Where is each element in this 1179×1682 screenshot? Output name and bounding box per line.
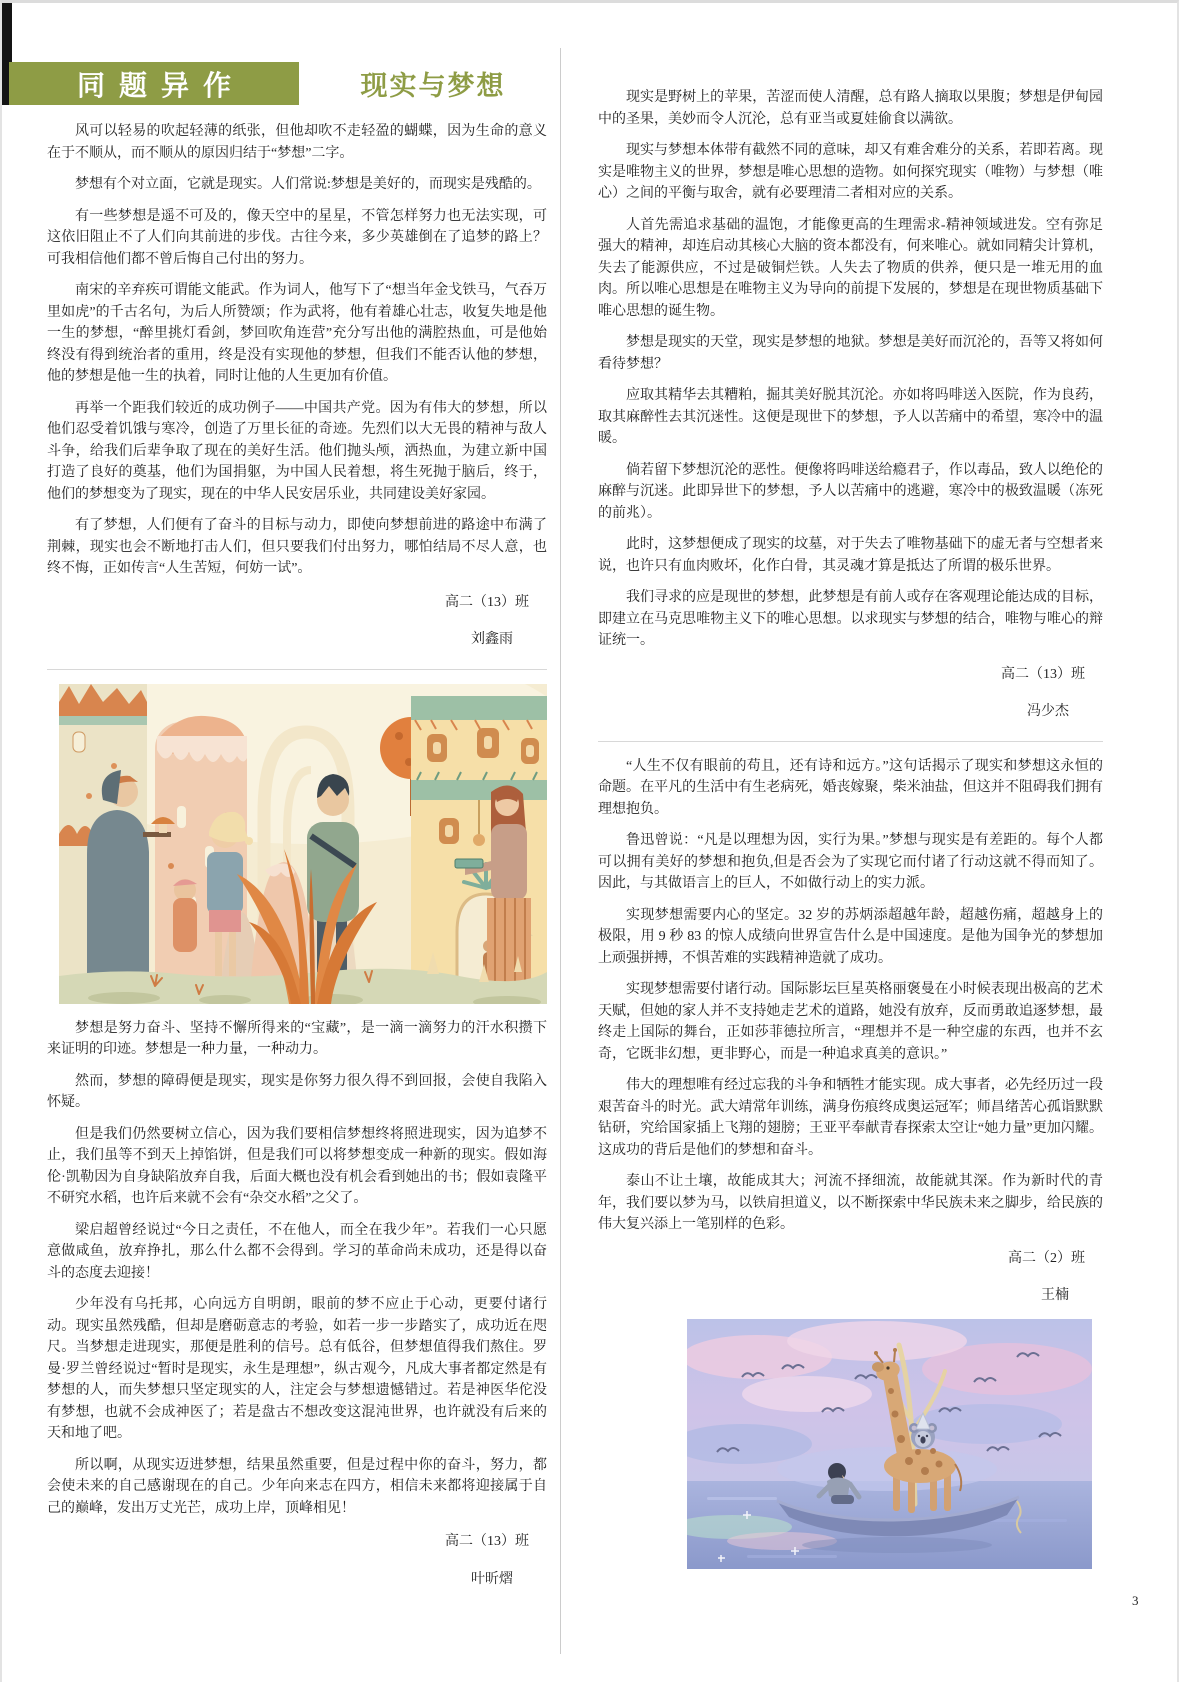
- essay-paragraph: 有了梦想，人们便有了奋斗的目标与动力，即使向梦想前进的路途中布满了荆棘，现实也会不断地打击人们，但只要我们付出努力，哪怕结局不尽人意，也终不悔，正如传言“人生苦短，何妨一试”。: [47, 518, 547, 576]
- essay-paragraph: 有一些梦想是遥不可及的，像天空中的星星，不管怎样努力也无法实现，可这依旧阻止不了人们向其前进的步伐。古往今来，多少英雄倒在了追梦的路上？可我相信他们都不曾后悔自己付出的努力。: [47, 208, 547, 267]
- essay-paragraph: 此时，这梦想便成了现实的坟墓，对于失去了唯物基础下的虚无者与空想者来说，也许只有血肉败坏，化作白骨，其灵魂才算是抵达了所谓的极乐世界。: [598, 537, 1103, 574]
- essay-paragraph: 伟大的理想唯有经过忘我的斗争和牺牲才能实现。成大事者，必先经历过一段艰苦奋斗的时光。武大靖常年训练，满身伤痕终成奥运冠军；师昌绪苦心孤诣默默钻研，究给国家插上飞翔的翅膀；王亚平奉献青春探索太空让“她力量”更加闪耀。这成功的背后是他们的梦想和奋斗。: [598, 1078, 1103, 1158]
- essay-paragraph: 泰山不让土壤，故能成其大；河流不择细流，故能就其深。作为新时代的青年，我们要以梦为马，以铁肩担道义，以不断探索中华民族未来之脚步，给民族的伟大复兴添上一笔别样的色彩。: [598, 1174, 1103, 1232]
- section-divider: [598, 741, 1103, 742]
- essay-yexinyi: [47, 1018, 547, 1591]
- essay-paragraph: 南宋的辛弃疾可谓能文能武。作为词人，他写下了“想当年金戈铁马，气吞万里如虎”的千古名句，为后人所赞颂；作为武将，他有着雄心壮志，收复失地是他一生的梦想，“醉里挑灯看剑，梦回吹角连营”充分写出他的满腔热血，可是他始终没有得到统治者的重用，终是没有实现他的梦想，但我们不能否认他的梦想，他的梦想是他一生的执着，同时让他的人生更加有价值。: [47, 283, 547, 384]
- essay-signature: [47, 1531, 547, 1590]
- essay-paragraph: 少年没有乌托邦，心向远方自明朗，眼前的梦不应止于心动，更要付诸行动。现实虽然残酷，但却是磨砺意志的考验，如若一步一步踏实了，成功近在咫尺。当梦想走进现实，那便是胜利的信号。总有低谷，但梦想值得我们熬住。罗曼·罗兰曾经说过“暂时是现实，永生是理想”，纵古观今，凡成大事者都定然是有梦想的人，而失梦想只坚定现实的人，注定会与梦想遗憾错过。若是神医华佗没有梦想，也就不会成神医了；若是盘古不想改变这混沌世界，也许就没有后来的天和地了吧。: [47, 1297, 547, 1441]
- essay-paragraph: 人首先需追求基础的温饱，才能像更高的生理需求-精神领域进发。空有弥足强大的精神，却连启动其核心大脑的资本都没有，何来唯心。就如同精尖计算机，失去了能源供应，不过是破铜烂铁。人失去了物质的供养，便只是一堆无用的血肉。所以唯心思想是在唯物主义为导向的前提下发展的，梦想是在现世物质基础下唯心思想的诞生物。: [598, 217, 1103, 319]
- column-divider: [560, 48, 561, 1654]
- essay-paragraph: 鲁迅曾说：“凡是以理想为因，实行为果。”梦想与现实是有差距的。每个人都可以拥有美好的梦想和抱负,但是否会为了实现它而付诸了行动这就不得而知了。因此，与其做语言上的巨人，不如做行动上的实力派。: [598, 833, 1103, 891]
- essay-paragraph: 所以啊，从现实迈进梦想，结果虽然重要，但是过程中你的奋斗，努力，都会使未来的自己感谢现在的自己。少年向来志在四方，相信未来都将迎接属于自己的巅峰，发出万丈光芒，成功上岸，顶峰相见！: [47, 1457, 547, 1516]
- essay-paragraph: 然而，梦想的障碍便是现实，现实是你努力很久得不到回报，会使自我陷入怀疑。: [47, 1073, 547, 1110]
- essay-signature: [598, 664, 1103, 723]
- essay-paragraph: 实现梦想需要内心的坚定。32 岁的苏炳添超越年龄，超越伤痛，超越身上的极限，用 9 秒 83 的惊人成绩向世界宣告什么是中国速度。是他为国争光的梦想加上顽强拼搏，不惧苦难的实践精神造就了成功。: [598, 907, 1103, 966]
- topic-badge: 同题异作: [9, 62, 299, 105]
- section-divider: [47, 669, 547, 670]
- signature-author: 冯少杰: [1027, 704, 1069, 719]
- essay-paragraph: 再举一个距我们较近的成功例子——中国共产党。因为有伟大的梦想，所以他们忍受着饥饿与寒冷，创造了万里长征的奇迹。先烈们以大无畏的精神与敌人斗争，给我们后辈争取了现在的美好生活。他们抛头颅，洒热血，为建立新中国打造了良好的奠基，他们为国捐躯，为中国人民着想，将生死抛于脑后，终于，他们的梦想变为了现实，现在的中华人民安居乐业，共同建设美好家园。: [47, 400, 547, 502]
- essay-signature: [47, 592, 547, 651]
- left-column: [47, 121, 547, 1596]
- essay-liuxinyu: [47, 121, 547, 651]
- essay-paragraph: 梦想有个对立面，它就是现实。人们常说:梦想是美好的，而现实是残酷的。: [75, 177, 541, 192]
- essay-paragraph: 倘若留下梦想沉沦的恶性。便像将吗啡送给瘾君子，作以毒品，致人以绝伦的麻醉与沉迷。此即异世下的梦想，予人以苦痛中的逃避，寒冷中的极致温暖（冻死的前兆）。: [598, 462, 1103, 521]
- essay-paragraph: “人生不仅有眼前的苟且，还有诗和远方。”这句话揭示了现实和梦想这永恒的命题。在平凡的生活中有生老病死，婚丧嫁聚，柴米油盐，但这并不阻碍我们拥有理想抱负。: [598, 758, 1103, 817]
- essay-paragraph: 应取其精华去其糟粕，掘其美好脱其沉沦。亦如将吗啡送入医院，作为良药，取其麻醉性去其沉迷性。这便是现世下的梦想，予人以苦痛中的希望，寒冷中的温暖。: [598, 388, 1103, 446]
- essay-paragraph: 梁启超曾经说过“今日之责任，不在他人，而全在我少年”。若我们一心只愿意做咸鱼，放弃挣扎，那么什么都不会得到。学习的革命尚未成功，还是得以奋斗的态度去迎接！: [47, 1222, 547, 1281]
- essay-paragraph: 梦想是努力奋斗、坚持不懈所得来的“宝藏”，是一滴一滴努力的汗水积攒下来证明的印迹。梦想是一种力量，一种动力。: [47, 1020, 547, 1057]
- right-column: [598, 87, 1103, 1569]
- essay-paragraph: 我们寻求的应是现世的梦想，此梦想是有前人或存在客观理论能达成的目标，即建立在马克思唯物主义下的唯心思想。以求现实与梦想的结合，唯物与唯心的辩证统一。: [598, 590, 1103, 648]
- signature-author: 王楠: [1041, 1288, 1069, 1303]
- page-number: 3: [1132, 1593, 1139, 1608]
- essay-paragraph: 风可以轻易的吹起轻薄的纸张，但他却吹不走轻盈的蝴蝶，因为生命的意义在于不顺从，而不顺从的原因归结于“梦想”二字。: [47, 124, 547, 161]
- essay-paragraph: 实现梦想需要付诸行动。国际影坛巨星英格丽褒曼在小时候表现出极高的艺术天赋，但她的家人并不支持她走艺术的道路，她没有放弃，反而勇敢追逐梦想，最终走上国际的舞台，正如莎菲德拉所言，“理想并不是一种空虚的东西，也并不玄奇，它既非幻想，更非野心，而是一种追求真美的意识。”: [598, 982, 1103, 1062]
- essay-signature: [598, 1248, 1103, 1307]
- giraffe-koala-boat-illustration: [687, 1319, 1092, 1569]
- page-title: 现实与梦想: [360, 71, 506, 101]
- signature-class: 高二（13）班: [1001, 666, 1085, 682]
- signature-author: 刘鑫雨: [471, 632, 513, 647]
- signature-class: 高二（2）班: [1008, 1250, 1085, 1266]
- essay-paragraph: 现实是野树上的苹果，苦涩而使人清醒，总有路人摘取以果腹；梦想是伊甸园中的圣果，美妙而令人沉沦，总有亚当或夏娃偷食以满欲。: [598, 90, 1103, 127]
- essay-fengshaojie: [598, 87, 1103, 723]
- signature-class: 高二（13）班: [445, 594, 529, 610]
- essay-wangnan: [598, 756, 1103, 1307]
- fantasy-village-illustration: [59, 684, 547, 1004]
- essay-paragraph: 但是我们仍然要树立信心，因为我们要相信梦想终将照进现实，因为追梦不止，我们虽等不到天上掉馅饼，但是我们可以将梦想变成一种新的现实。假如海伦·凯勒因为自身缺陷放弃自我，后面大概也没有机会看到她出的书；假如袁隆平不研究水稻，也许后来就不会有“杂交水稻”之父了。: [47, 1126, 547, 1206]
- essay-paragraph: 梦想是现实的天堂，现实是梦想的地狱。梦想是美好而沉沦的，吾等又将如何看待梦想？: [598, 335, 1103, 372]
- essay-paragraph: 现实与梦想本体带有截然不同的意味，却又有难舍难分的关系，若即若离。现实是唯物主义的世界，梦想是唯心思想的造物。如何探究现实（唯物）与梦想（唯心）之间的平衡与取舍，就有必要理清二者相对应的关系。: [598, 143, 1103, 201]
- signature-class: 高二（13）班: [445, 1534, 529, 1549]
- signature-author: 叶昕熠: [471, 1571, 513, 1587]
